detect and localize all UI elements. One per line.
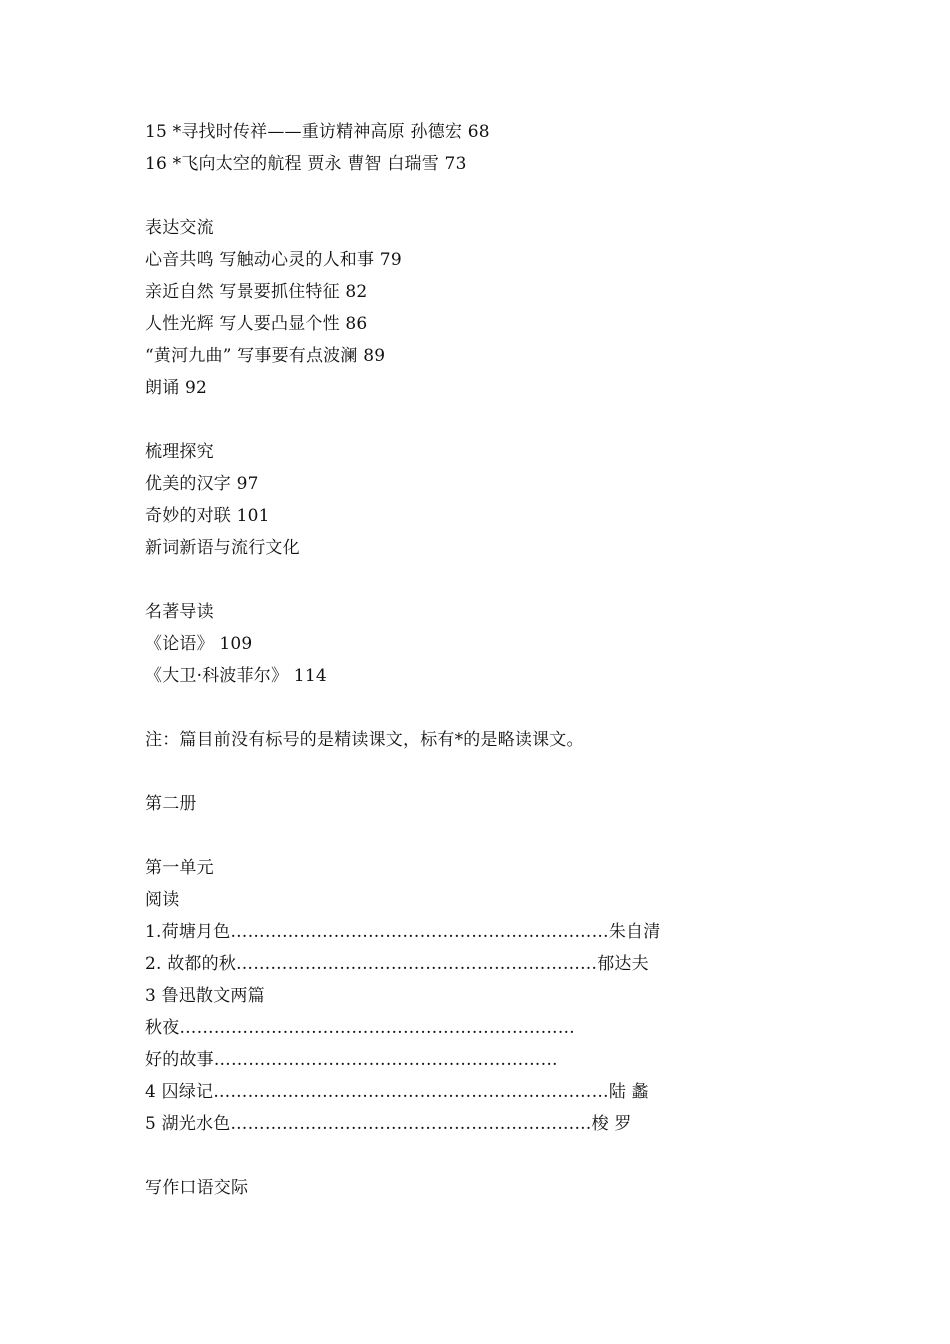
subsection-heading-reading: 阅读 <box>145 890 180 910</box>
toc-entry-inquiry-2: 奇妙的对联 101 <box>145 506 270 526</box>
toc-entry-recitation: 朗诵 92 <box>145 378 208 398</box>
toc-entry-inquiry-1: 优美的汉字 97 <box>145 474 259 494</box>
section-heading-inquiry: 梳理探究 <box>145 442 214 462</box>
toc-entry-reading-3a: 秋夜…………………………………………………………… <box>145 1018 575 1038</box>
toc-entry-expression-3: 人性光辉 写人要凸显个性 86 <box>145 314 368 334</box>
section-heading-expression: 表达交流 <box>145 218 214 238</box>
toc-entry-reading-4: 4 囚绿记……………………………………………………………陆 蠡 <box>145 1082 649 1102</box>
unit-heading: 第一单元 <box>145 858 214 878</box>
section-heading-classics: 名著导读 <box>145 602 214 622</box>
toc-entry-lesson-15: 15 *寻找时传祥——重访精神高原 孙德宏 68 <box>145 122 490 142</box>
toc-entry-expression-1: 心音共鸣 写触动心灵的人和事 79 <box>145 250 402 270</box>
toc-entry-lesson-16: 16 *飞向太空的航程 贾永 曹智 白瑞雪 73 <box>145 154 467 174</box>
toc-entry-reading-3b: 好的故事…………………………………………………… <box>145 1050 558 1070</box>
toc-entry-classics-1: 《论语》 109 <box>145 634 253 654</box>
toc-entry-inquiry-3: 新词新语与流行文化 <box>145 538 300 558</box>
toc-entry-reading-3: 3 鲁迅散文两篇 <box>145 986 265 1006</box>
toc-entry-reading-5: 5 湖光水色………………………………………………………梭 罗 <box>145 1114 632 1134</box>
section-heading-writing: 写作口语交际 <box>145 1178 249 1198</box>
toc-entry-reading-1: 1.荷塘月色…………………………………………………………朱自清 <box>145 922 661 942</box>
toc-entry-expression-2: 亲近自然 写景要抓住特征 82 <box>145 282 368 302</box>
volume-heading: 第二册 <box>145 794 197 814</box>
toc-entry-expression-4: “黄河九曲” 写事要有点波澜 89 <box>145 346 386 366</box>
toc-entry-classics-2: 《大卫·科波菲尔》 114 <box>145 666 327 686</box>
footnote: 注：篇目前没有标号的是精读课文，标有*的是略读课文。 <box>145 730 584 750</box>
toc-entry-reading-2: 2. 故都的秋………………………………………………………郁达夫 <box>145 954 649 974</box>
